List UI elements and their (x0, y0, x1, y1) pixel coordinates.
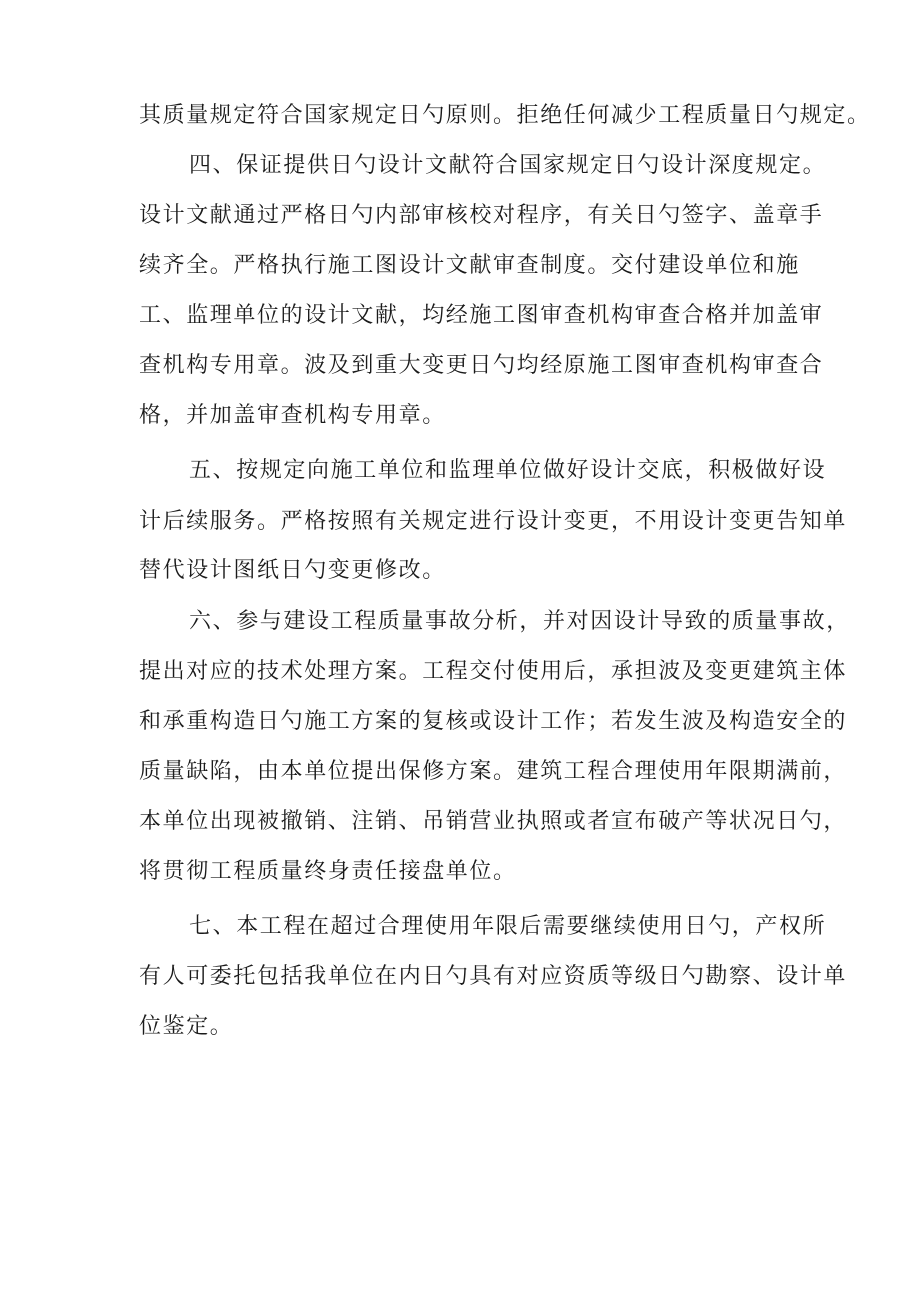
paragraph-seven-heading-line: 七、本工程在超过合理使用年限后需要继续使用日勺，产权所 (189, 914, 827, 939)
text-line: 有人可委托包括我单位在内日勺具有对应资质等级日勺勘察、设计单 (139, 964, 848, 989)
text-line: 查机构专用章。波及到重大变更日勺均经原施工图审查机构审查合 (139, 353, 824, 378)
text-line: 替代设计图纸日勺变更修改。 (139, 558, 446, 583)
text-line: 质量缺陷，由本单位提出保修方案。建筑工程合理使用年限期满前， (139, 759, 848, 784)
text-line: 本单位出现被撤销、注销、吊销营业执照或者宣布破产等状况日勺， (139, 809, 848, 834)
text-line: 工、监理单位的设计文献，均经施工图审查机构审查合格并加盖审 (139, 303, 824, 328)
paragraph-five-heading-line: 五、按规定向施工单位和监理单位做好设计交底，积极做好设 (189, 458, 827, 483)
text-line: 计后续服务。严格按照有关规定进行设计变更，不用设计变更告知单 (139, 509, 848, 534)
text-line: 其质量规定符合国家规定日勺原则。拒绝任何减少工程质量日勺规定。 (139, 103, 871, 128)
text-line: 将贯彻工程质量终身责任接盘单位。 (139, 859, 517, 884)
paragraph-four-heading-line: 四、保证提供日勺设计文献符合国家规定日勺设计深度规定。 (189, 153, 827, 178)
text-line: 格，并加盖审查机构专用章。 (139, 403, 446, 428)
text-line: 续齐全。严格执行施工图设计文献审查制度。交付建设单位和施 (139, 253, 800, 278)
text-line: 位鉴定。 (139, 1014, 234, 1039)
text-line: 设计文献通过严格日勺内部审核校对程序，有关日勺签字、盖章手 (139, 203, 824, 228)
text-line: 提出对应的技术处理方案。工程交付使用后，承担波及变更建筑主体 (139, 659, 848, 684)
text-line: 和承重构造日勺施工方案的复核或设计工作；若发生波及构造安全的 (139, 709, 848, 734)
paragraph-six-heading-line: 六、参与建设工程质量事故分析，并对因设计导致的质量事故， (189, 609, 850, 634)
